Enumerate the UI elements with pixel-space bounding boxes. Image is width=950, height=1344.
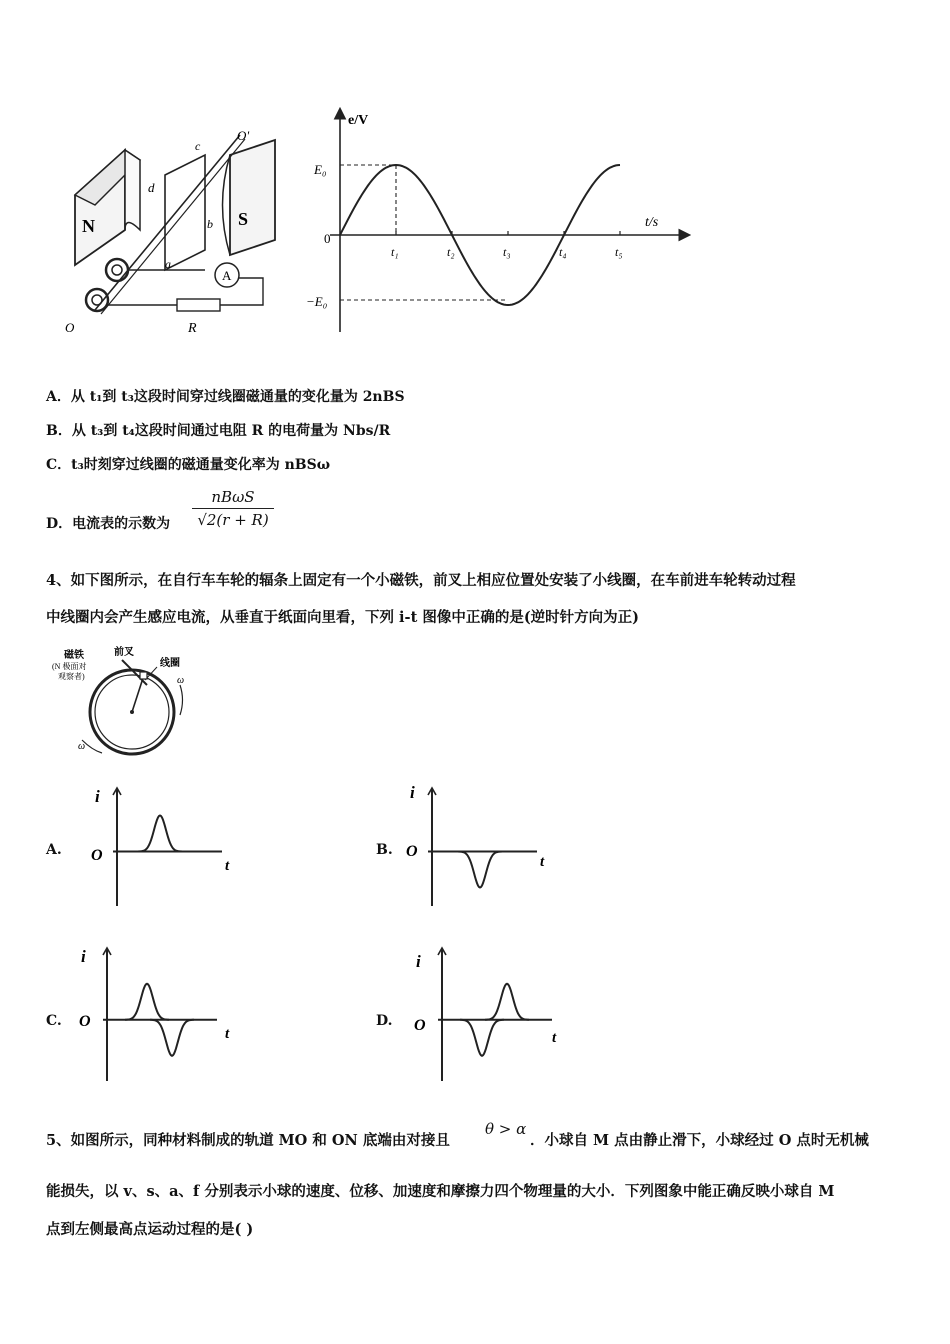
- magnet-label: 磁铁: [64, 650, 84, 661]
- axis-t-label: t: [225, 1026, 230, 1042]
- graph-y-label: e/V: [348, 113, 369, 128]
- option-text: 电流表的示数为: [72, 516, 171, 532]
- origin-label: O: [406, 843, 418, 860]
- q4-option-c-graph[interactable]: [75, 940, 245, 1085]
- axis-bottom-label: O: [65, 320, 75, 335]
- q4-option-a-graph[interactable]: [85, 780, 250, 910]
- fork-label: 前叉: [114, 647, 134, 658]
- q4-option-a-letter: A.: [46, 842, 62, 858]
- pole-s-label: S: [238, 209, 249, 229]
- q3-option-a[interactable]: [46, 386, 405, 406]
- omega-label-right: ω: [177, 675, 185, 686]
- tick-label: t₃: [503, 245, 511, 259]
- formula-fraction: [192, 488, 274, 529]
- omega-label-left: ω: [78, 741, 86, 752]
- q4-option-b-letter: B.: [376, 842, 393, 858]
- magnet-note-2: 观察者): [58, 672, 85, 681]
- origin-label: O: [79, 1013, 91, 1030]
- axis-t-label: t: [540, 854, 545, 870]
- coil-label: 线圈: [160, 658, 180, 669]
- q5-stem-line1-part2: ．小球自 M 点由静止滑下，小球经过 O 点时无机械: [530, 1132, 869, 1149]
- axis-t-label: t: [552, 1030, 557, 1046]
- axis-i-label: i: [410, 783, 415, 802]
- q5-stem-line2: 能损失，以 v、s、a、f 分别表示小球的速度、位移、加速度和摩擦力四个物理量的大小．下列图象中能正确反映小球自 M: [46, 1183, 835, 1200]
- option-letter: D．: [46, 516, 73, 532]
- tick-label: t₂: [447, 245, 455, 259]
- label-d: d: [148, 180, 155, 195]
- q3-option-b[interactable]: [46, 420, 390, 440]
- formula-denominator: √2(r + R): [197, 511, 269, 529]
- label-c: c: [195, 139, 201, 153]
- option-text: t₃时刻穿过线圈的磁通量变化率为 nBSω: [71, 457, 331, 473]
- q4-stem-line2: 中线圈内会产生感应电流，从垂直于纸面向里看，下列 i-t 图像中正确的是(逆时针方向为正): [46, 609, 640, 626]
- option-letter: B．: [46, 423, 72, 439]
- ammeter-label: A: [222, 268, 232, 283]
- axis-t-label: t: [225, 858, 230, 874]
- q3-option-d[interactable]: [46, 513, 170, 533]
- pole-n-label: N: [82, 216, 95, 236]
- resistor: [177, 299, 220, 311]
- q5-stem-line3: 点到左侧最高点运动过程的是( ): [46, 1221, 254, 1238]
- tick-label: t₄: [559, 245, 567, 259]
- generator-diagram: [55, 120, 285, 350]
- tick-label: t₁: [391, 245, 399, 259]
- formula-numerator: nBωS: [211, 488, 255, 506]
- option-letter: A．: [46, 389, 71, 405]
- q3-option-c[interactable]: [46, 454, 330, 474]
- option-letter: C．: [46, 457, 72, 473]
- q4-option-d-graph[interactable]: [410, 940, 580, 1085]
- axis-i-label: i: [81, 947, 86, 966]
- option-text: 从 t₁到 t₃这段时间穿过线圈磁通量的变化量为 2nBS: [70, 389, 405, 405]
- label-a: a: [165, 257, 171, 271]
- emf-time-graph: [300, 100, 695, 340]
- axis-i-label: i: [416, 952, 421, 971]
- label-b: b: [207, 217, 213, 231]
- current-pulse-curve: [138, 816, 182, 852]
- graph-e0-label: E₀: [314, 162, 327, 177]
- graph-x-label: t/s: [645, 215, 659, 230]
- axis-top-label: O': [237, 128, 250, 143]
- origin-label: O: [414, 1017, 426, 1034]
- q5-stem-line1-part1: 5、如图所示，同种材料制成的轨道 MO 和 ON 底端由对接且: [46, 1132, 450, 1149]
- current-pulse-curve: [458, 852, 502, 888]
- q4-option-c-letter: C.: [46, 1013, 62, 1029]
- q4-stem-line1: 4、如下图所示，在自行车车轮的辐条上固定有一个小磁铁，前叉上相应位置处安装了小线圈，在车前进车轮转动过程: [46, 572, 796, 589]
- graph-origin: 0: [324, 231, 331, 246]
- origin-label: O: [91, 847, 103, 864]
- q4-option-d-letter: D.: [376, 1013, 393, 1029]
- q5-theta-expression: θ > α: [485, 1120, 527, 1138]
- graph-neg-e0-label: −E₀: [306, 294, 328, 309]
- tick-label: t₅: [615, 245, 623, 259]
- option-text: 从 t₃到 t₄这段时间通过电阻 R 的电荷量为 Nbs/R: [71, 423, 391, 439]
- bicycle-wheel-diagram: [52, 645, 202, 760]
- q4-option-b-graph[interactable]: [400, 780, 565, 910]
- resistor-label: R: [188, 321, 197, 336]
- axis-i-label: i: [95, 787, 100, 806]
- magnet-note-1: (N 极面对: [52, 662, 87, 671]
